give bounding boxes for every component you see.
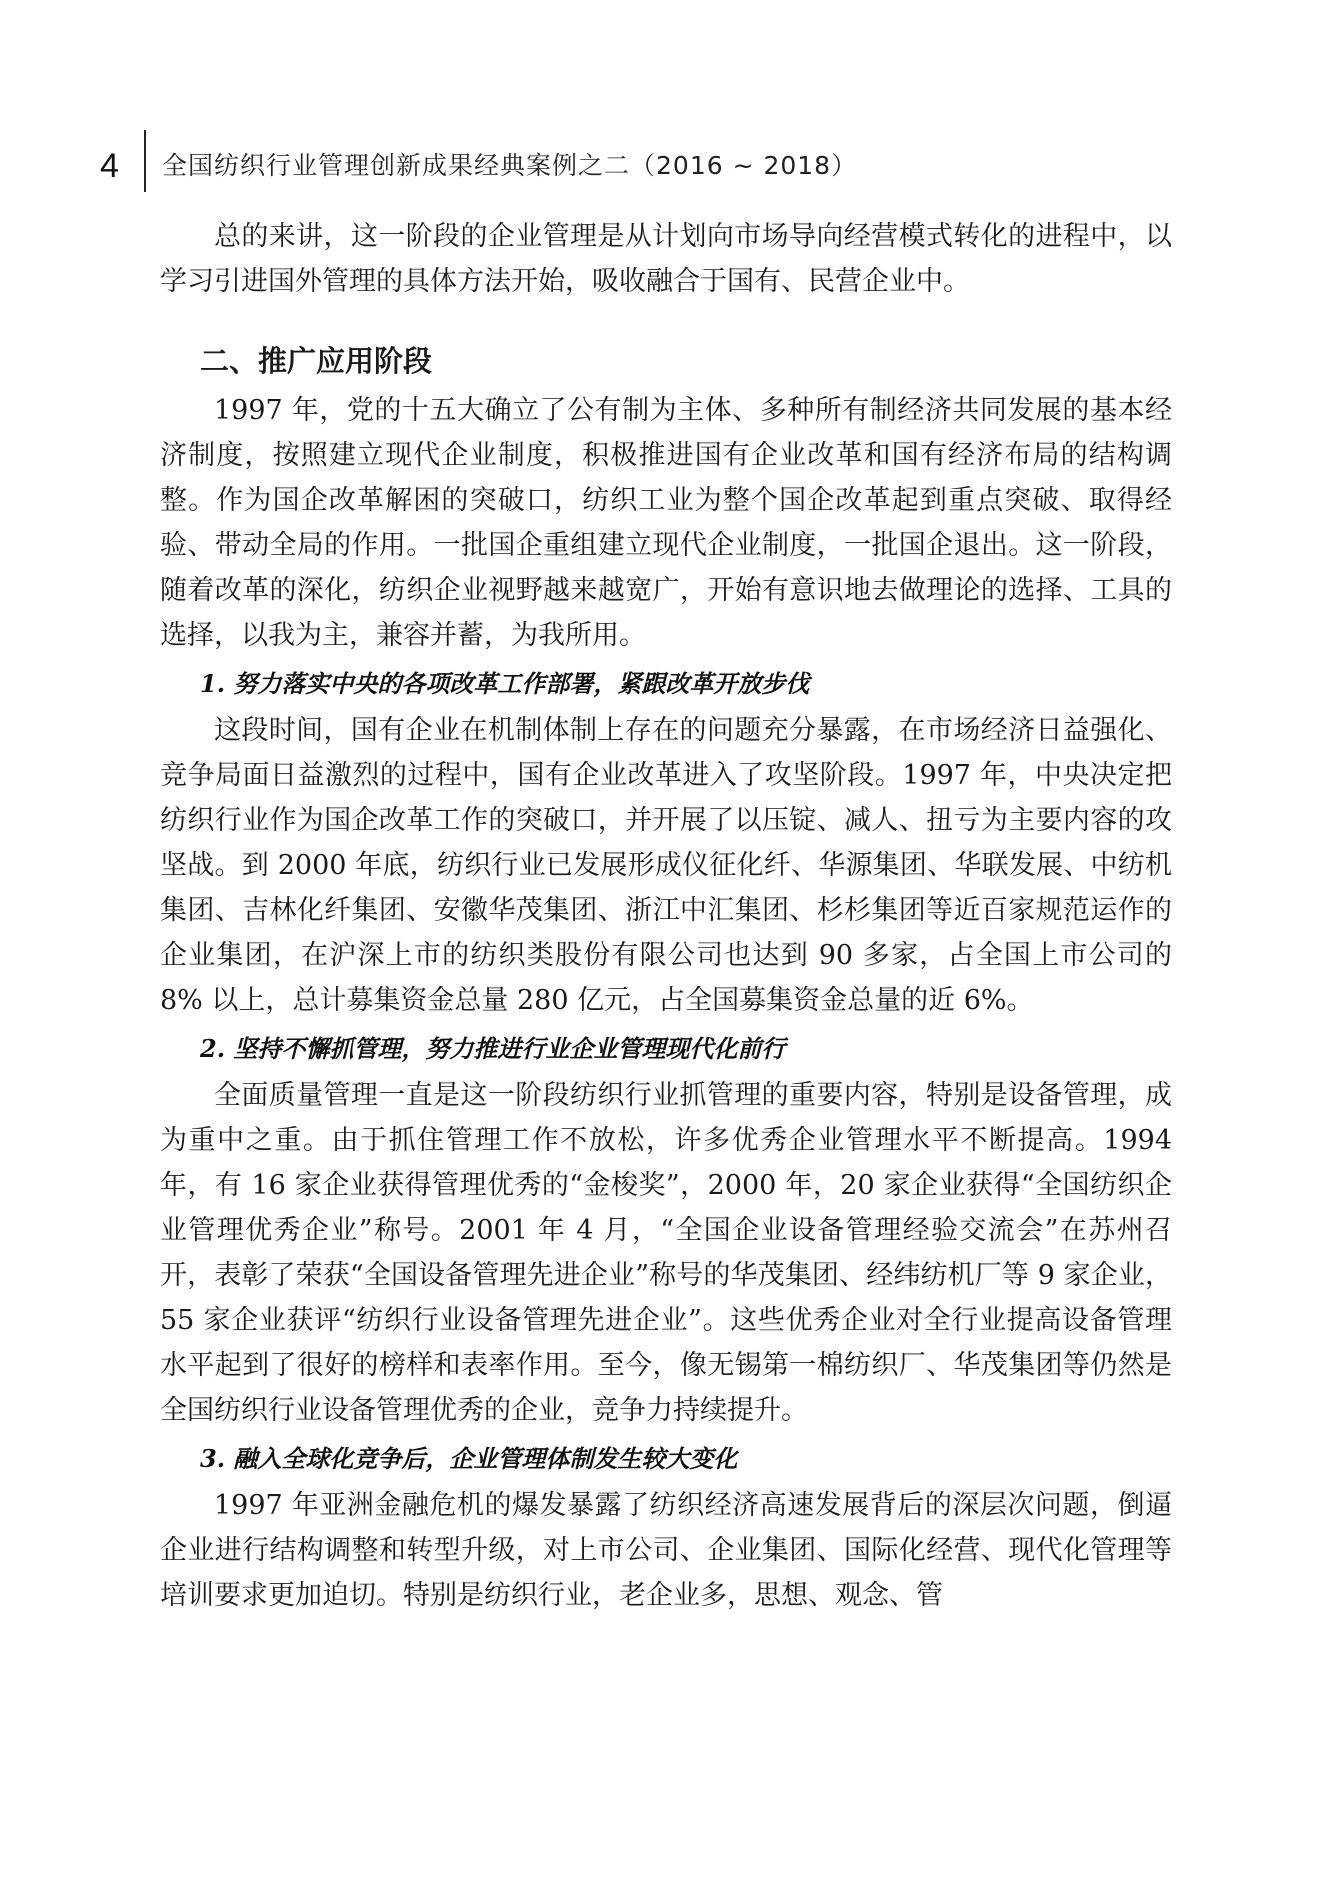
running-title: 全国纺织行业管理创新成果经典案例之二（2016 ~ 2018） [162,151,858,180]
subsection-heading-3: 3. 融入全球化竞争后，企业管理体制发生较大变化 [200,1444,738,1473]
subsection-paragraph-1: 这段时间，国有企业在机制体制上存在的问题充分暴露，在市场经济日益强化、竞争局面日益激烈的过程中，国有企业改革进入了攻坚阶段。1997 年，中央决定把纺织行业作为国企改革工作的突破口，并开展了以压锭、减人、扭亏为主要内容的攻坚战。到 2000 年底，纺织行业已发展形成仪征化纤、华源集团、华联发展、中纺机集团、吉林化纤集团、安徽华茂集团、浙江中汇集团、杉杉集团等近百家规范运作的企业集团，在沪深上市的纺织类股份有限公司也达到 90 多家，占全国上市公司的 8% 以上，总计募集资金总量 280 亿元，占全国募集资金总量的近 6%。 [160,715,1172,1016]
subsection-heading-1: 1. 努力落实中央的各项改革工作部署，紧跟改革开放步伐 [200,669,810,698]
header-divider [144,130,146,192]
subsection-paragraph-3: 1997 年亚洲金融危机的爆发暴露了纺织经济高速发展背后的深层次问题，倒逼企业进行结构调整和转型升级，对上市公司、企业集团、国际化经营、现代化管理等培训要求更加迫切。特别是纺织行业，老企业多，思想、观念、管 [160,1490,1172,1611]
subsection-paragraph-2: 全面质量管理一直是这一阶段纺织行业抓管理的重要内容，特别是设备管理，成为重中之重。由于抓住管理工作不放松，许多优秀企业管理水平不断提高。1994 年，有 16 家企业获得管理优秀的“金梭奖”，2000 年，20 家企业获得“全国纺织企业管理优秀企业”称号。2001 年 4 月，“全国企业设备管理经验交流会”在苏州召开，表彰了荣获“全国设备管理先进企业”称号的华茂集团、经纬纺机厂等 9 家企业，55 家企业获评“纺织行业设备管理先进企业”。这些优秀企业对全行业提高设备管理水平起到了很好的榜样和表率作用。至今，像无锡第一棉纺织厂、华茂集团等仍然是全国纺织行业设备管理优秀的企业，竞争力持续提升。 [160,1080,1172,1426]
page-header [0,0,1331,200]
section-heading: 二、推广应用阶段 [200,344,433,378]
page-body [160,214,1172,1618]
subsection-heading-2: 2. 坚持不懈抓管理，努力推进行业企业管理现代化前行 [200,1034,786,1063]
section-paragraph: 1997 年，党的十五大确立了公有制为主体、多种所有制经济共同发展的基本经济制度，按照建立现代企业制度，积极推进国有企业改革和国有经济布局的结构调整。作为国企改革解困的突破口，纺织工业为整个国企改革起到重点突破、取得经验、带动全局的作用。一批国企重组建立现代企业制度，一批国企退出。这一阶段，随着改革的深化，纺织企业视野越来越宽广，开始有意识地去做理论的选择、工具的选择，以我为主，兼容并蓄，为我所用。 [160,395,1172,651]
intro-paragraph: 总的来讲，这一阶段的企业管理是从计划向市场导向经营模式转化的进程中，以学习引进国外管理的具体方法开始，吸收融合于国有、民营企业中。 [160,221,1172,297]
page-number: 4 [100,147,119,185]
